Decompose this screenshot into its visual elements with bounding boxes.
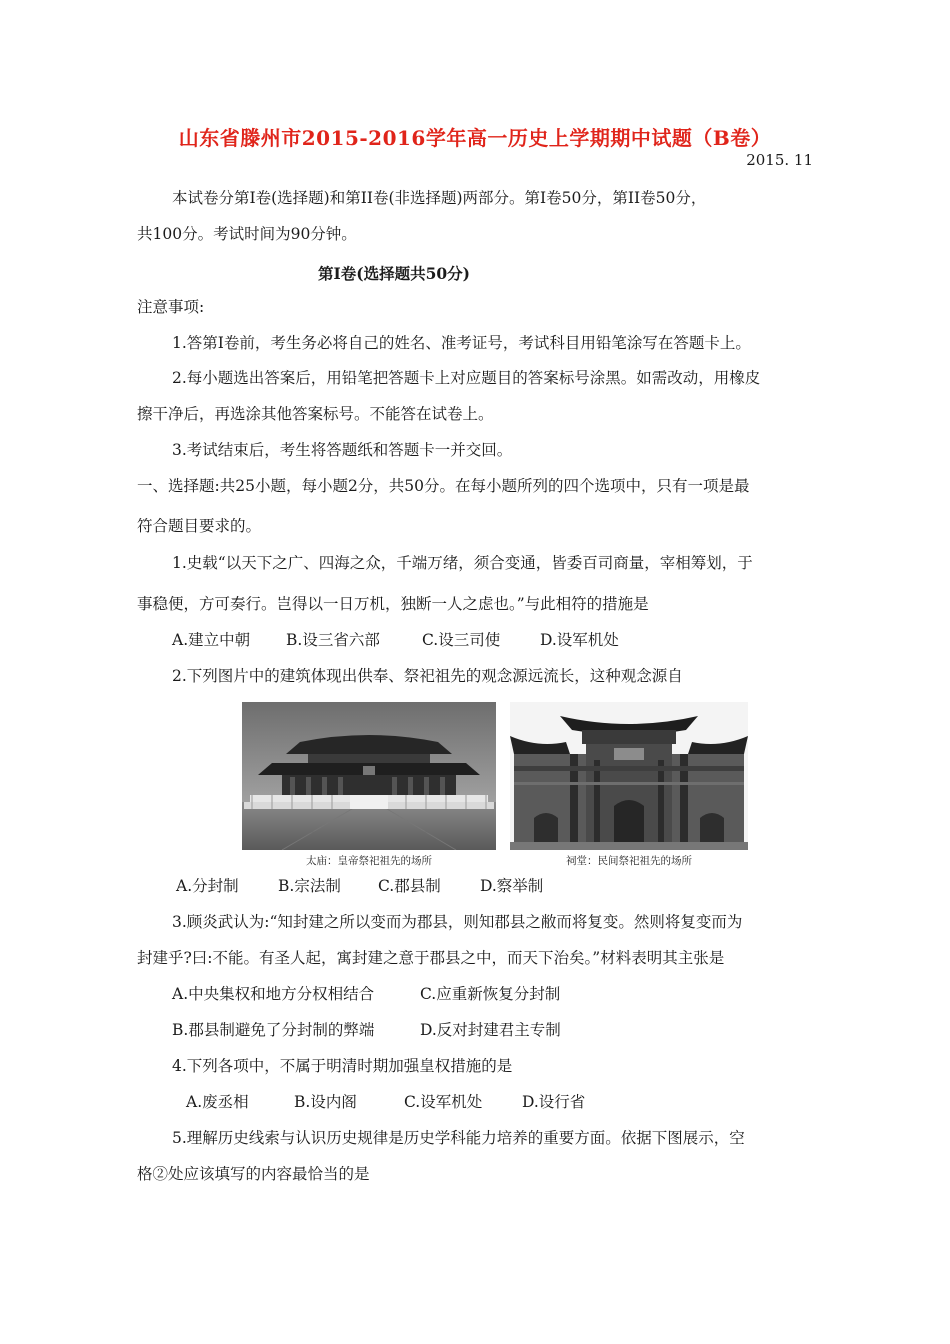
- q2-options: [176, 876, 543, 896]
- q1-option-b: B.设三省六部: [286, 631, 380, 649]
- notice-item-3: 3.考试结束后，考生将答题纸和答题卡一并交回。: [172, 441, 513, 459]
- q3-stem-line-1: 3.顾炎武认为:“知封建之所以变而为郡县，则知郡县之敝而将复变。然则将复变而为: [172, 913, 743, 931]
- photo-citang: [510, 702, 748, 870]
- q1-option-a: A.建立中朝: [172, 631, 251, 649]
- q1-option-d: D.设军机处: [540, 631, 619, 649]
- intro-line-1: 本试卷分第Ⅰ卷(选择题)和第II卷(非选择题)两部分。第Ⅰ卷50分，第II卷50分，: [172, 189, 707, 207]
- q4-stem-line-1: 4.下列各项中，不属于明清时期加强皇权措施的是: [172, 1057, 513, 1075]
- q1-stem-line-1: 1.史载“以天下之广、四海之众，千端万绪，须合变通，皆委百司商量，宰相筹划，于: [172, 554, 753, 572]
- q4-option-d: D.设行省: [522, 1093, 586, 1111]
- q2-option-b: B.宗法制: [278, 877, 341, 895]
- q3-options-row-2: [172, 1020, 561, 1040]
- photo-citang-caption: 祠堂：民间祭祀祖先的场所: [566, 855, 692, 867]
- q4-option-a: A.废丞相: [186, 1093, 249, 1111]
- notice-item-2-cont: 擦干净后，再选涂其他答案标号。不能答在试卷上。: [137, 405, 494, 423]
- notice-item-2: 2.每小题选出答案后，用铅笔把答题卡上对应题目的答案标号涂黑。如需改动，用橡皮: [172, 369, 761, 387]
- citang-illustration: [510, 702, 748, 870]
- photo-taimiao: [242, 702, 496, 870]
- photo-taimiao-caption: 太庙：皇帝祭祀祖先的场所: [306, 855, 432, 867]
- q2-option-a: A.分封制: [176, 877, 239, 895]
- q4-option-c: C.设军机处: [404, 1093, 483, 1111]
- taimiao-illustration: [242, 702, 496, 870]
- q1-options: [172, 630, 619, 650]
- q4-option-b: B.设内阁: [294, 1093, 357, 1111]
- document-title: 山东省滕州市2015-2016学年高一历史上学期期中试题（B卷）: [178, 126, 772, 150]
- q2-stem-line-1: 2.下列图片中的建筑体现出供奉、祭祀祖先的观念源远流长，这种观念源自: [172, 667, 683, 685]
- q3-option-d: D.反对封建君主专制: [420, 1021, 561, 1039]
- part-title-line-2: 符合题目要求的。: [137, 517, 262, 535]
- intro-line-2: 共100分。考试时间为90分钟。: [137, 225, 357, 243]
- q1-option-c: C.设三司使: [422, 631, 501, 649]
- section-heading: 第Ⅰ卷(选择题共50分): [318, 264, 470, 283]
- notice-title: 注意事项:: [137, 298, 205, 316]
- q3-option-a: A.中央集权和地方分权相结合: [172, 985, 375, 1003]
- q3-options-row-1: [172, 984, 560, 1004]
- q3-stem-line-2: 封建乎?曰:不能。有圣人起，寓封建之意于郡县之中，而天下治矣。”材料表明其主张是: [137, 949, 725, 967]
- q1-stem-line-2: 事稳便，方可奏行。岂得以一日万机，独断一人之虑也。”与此相符的措施是: [137, 595, 649, 613]
- q2-option-c: C.郡县制: [378, 877, 441, 895]
- q3-option-b: B.郡县制避免了分封制的弊端: [172, 1021, 375, 1039]
- q3-option-c: C.应重新恢复分封制: [420, 985, 561, 1003]
- exam-date: 2015. 11: [746, 151, 813, 169]
- notice-item-1: 1.答第Ⅰ卷前，考生务必将自己的姓名、准考证号，考试科目用铅笔涂写在答题卡上。: [172, 334, 751, 352]
- q2-option-d: D.察举制: [480, 877, 544, 895]
- q4-options: [186, 1092, 585, 1112]
- q5-stem-line-2: 格②处应该填写的内容最恰当的是: [137, 1165, 370, 1183]
- part-title-line-1: 一、选择题:共25小题，每小题2分，共50分。在每小题所列的四个选项中，只有一项是最: [137, 477, 750, 495]
- q5-stem-line-1: 5.理解历史线索与认识历史规律是历史学科能力培养的重要方面。依据下图展示，空: [172, 1129, 745, 1147]
